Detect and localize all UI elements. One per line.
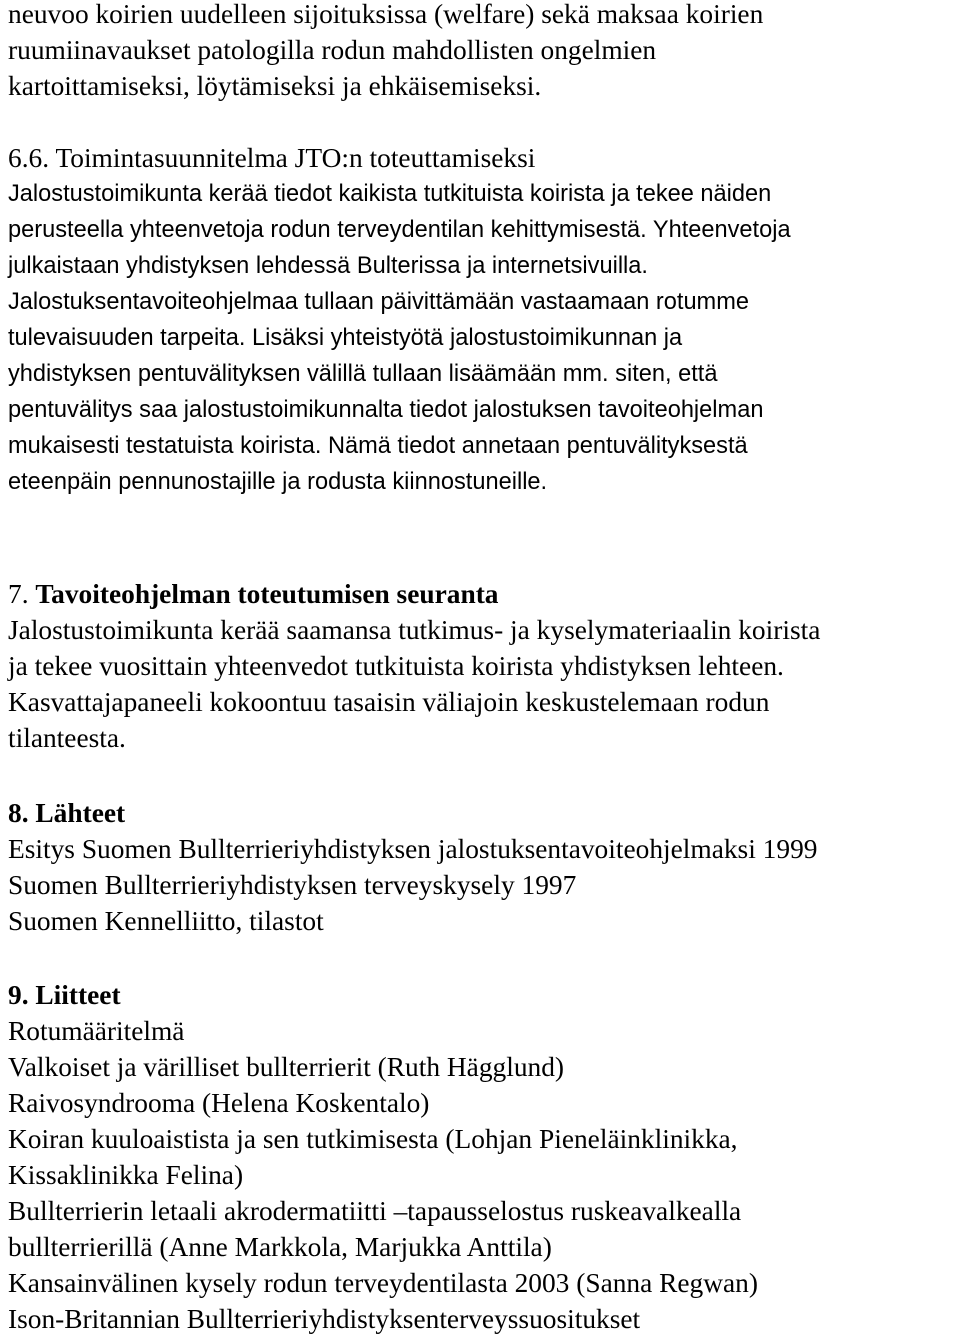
section-9-line-8: Kansainvälinen kysely rodun terveydentilasta 2003 (Sanna Regwan) [8,1268,758,1298]
section-6-6 [8,140,791,500]
intro-line-1: neuvoo koirien uudelleen sijoituksissa (welfare) sekä maksaa koirien [8,0,764,29]
section-7-line-4: tilanteesta. [8,723,126,753]
section-6-6-line-3: julkaistaan yhdistyksen lehdessä Bulterissa ja internetsivuilla. [8,253,648,279]
section-7-line-1: Jalostustoimikunta kerää saamansa tutkimus- ja kyselymateriaalin koirista [8,615,821,645]
section-9-number: 9. [8,980,29,1010]
section-6-6-line-4: Jalostuksentavoiteohjelmaa tullaan päivittämään vastaamaan rotumme [8,289,749,315]
section-7 [8,576,820,756]
intro-line-3: kartoittamiseksi, löytämiseksi ja ehkäisemiseksi. [8,71,542,101]
section-8 [8,795,817,939]
section-8-heading [8,795,817,831]
section-7-heading [8,576,820,612]
section-9-line-1: Rotumääritelmä [8,1016,185,1046]
section-9-line-6: Bullterrierin letaali akrodermatiitti –tapausselostus ruskeavalkealla [8,1196,742,1226]
section-8-line-2: Suomen Bullterrieriyhdistyksen terveyskysely 1997 [8,870,577,900]
intro-line-2: ruumiinavaukset patologilla rodun mahdollisten ongelmien [8,35,657,65]
section-6-6-line-7: pentuvälitys saa jalostustoimikunnalta tiedot jalostuksen tavoiteohjelman [8,397,764,423]
section-9 [8,977,758,1337]
section-9-line-4: Koiran kuuloaistista ja sen tutkimisesta (Lohjan Pieneläinklinikka, [8,1124,738,1154]
section-8-line-1: Esitys Suomen Bullterrieriyhdistyksen jalostuksentavoiteohjelmaksi 1999 [8,834,818,864]
section-6-6-line-6: yhdistyksen pentuvälityksen välillä tullaan lisäämään mm. siten, että [8,361,718,387]
section-8-line-3: Suomen Kennelliitto, tilastot [8,906,324,936]
section-7-number: 7. [8,579,29,609]
section-7-line-3: Kasvattajapaneeli kokoontuu tasaisin väliajoin keskustelemaan rodun [8,687,770,717]
section-9-line-2: Valkoiset ja värilliset bullterrierit (Ruth Hägglund) [8,1052,565,1082]
section-9-line-5: Kissaklinikka Felina) [8,1160,244,1190]
section-6-6-line-9: eteenpäin pennunostajille ja rodusta kiinnostuneille. [8,469,548,495]
section-9-line-3: Raivosyndrooma (Helena Koskentalo) [8,1088,430,1118]
section-7-title: Tavoiteohjelman toteutumisen seuranta [35,579,499,609]
section-6-6-line-8: mukaisesti testatuista koirista. Nämä tiedot annetaan pentuvälityksestä [8,433,748,459]
section-8-title: Lähteet [35,798,126,828]
section-8-number: 8. [8,798,29,828]
section-9-line-9: Ison-Britannian Bullterrieriyhdistyksenterveyssuositukset [8,1304,641,1334]
section-6-6-line-1: Jalostustoimikunta kerää tiedot kaikista tutkituista koirista ja tekee näiden [8,181,772,207]
section-6-6-line-5: tulevaisuuden tarpeita. Lisäksi yhteistyötä jalostustoimikunnan ja [8,325,683,351]
section-9-line-7: bullterrierillä (Anne Markkola, Marjukka Anttila) [8,1232,552,1262]
section-6-6-heading: 6.6. Toimintasuunnitelma JTO:n toteuttamiseksi [8,143,536,173]
section-6-6-line-2: perusteella yhteenvetoja rodun terveydentilan kehittymisestä. Yhteenvetoja [8,217,791,243]
intro-paragraph [8,0,763,104]
section-7-line-2: ja tekee vuosittain yhteenvedot tutkituista koirista yhdistyksen lehteen. [8,651,784,681]
section-9-heading [8,977,758,1013]
section-9-title: Liitteet [35,980,121,1010]
